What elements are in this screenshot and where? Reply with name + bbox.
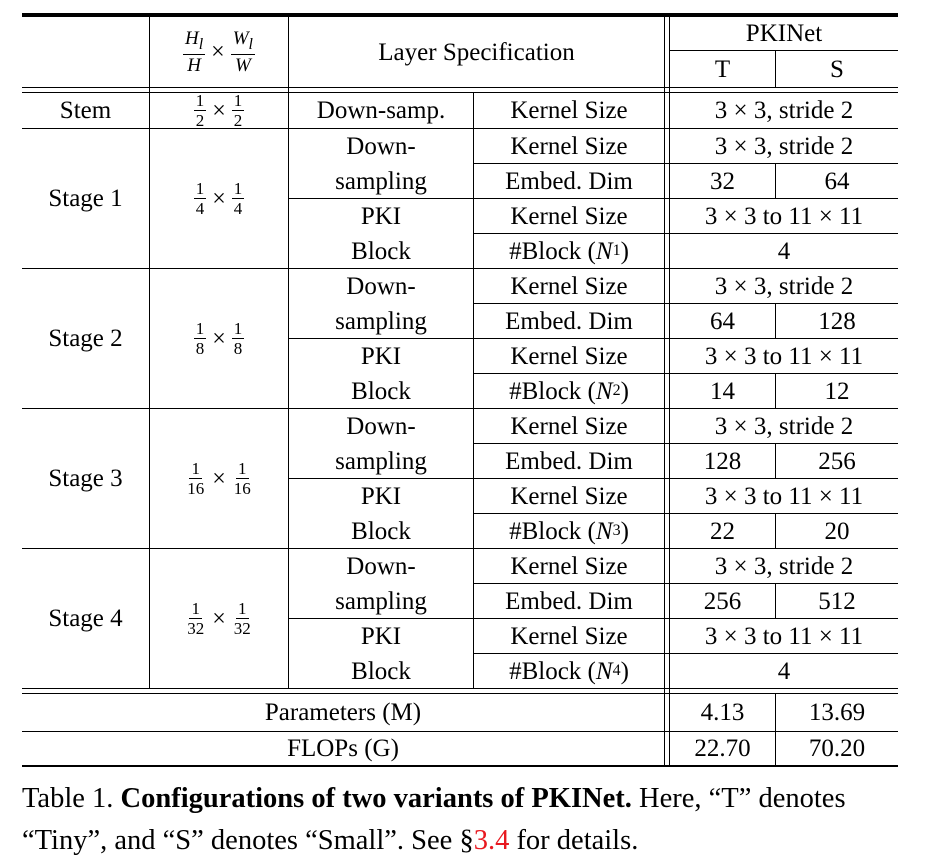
header-layer-spec: Layer Specification: [378, 38, 575, 66]
pki-line1: PKI: [360, 342, 402, 370]
block-label: #Block ( N 2 ): [509, 377, 629, 405]
ds-kernel-label: Kernel Size: [510, 272, 628, 300]
stem-ratio: $\frac{1}{2}$ × $\frac{1}{2}$: [195, 91, 243, 130]
stage-label: Stage 2: [48, 325, 123, 352]
downsampling-line1: Down-: [346, 272, 416, 300]
totals-rule-1: [22, 688, 898, 689]
stem-label: Stem: [59, 97, 112, 124]
embed-t: 128: [703, 447, 742, 475]
stage-ratio: $\frac{1}{16}$ × $\frac{1}{16}$: [187, 459, 251, 498]
flops-label: FLOPs (G): [287, 735, 399, 762]
ds-embed-label: Embed. Dim: [505, 587, 633, 615]
stem-layer: Down-samp.: [316, 97, 446, 124]
embed-t: 256: [703, 587, 742, 615]
block-label: #Block ( N 3 ): [509, 517, 629, 545]
pki-kernel-label: Kernel Size: [510, 482, 628, 510]
pki-line1: PKI: [360, 202, 402, 230]
downsampling-line2: sampling: [335, 447, 427, 475]
stage-label: Stage 3: [48, 465, 123, 492]
embed-t: 64: [710, 307, 735, 335]
downsampling-line1: Down-: [346, 552, 416, 580]
header-model: PKINet: [745, 20, 823, 47]
block-value: 4: [777, 657, 791, 685]
block-label: #Block ( N 4 ): [509, 657, 629, 685]
embed-s: 256: [818, 447, 856, 475]
stage-ratio: $\frac{1}{4}$ × $\frac{1}{4}$: [195, 179, 243, 218]
embed-s: 128: [818, 307, 856, 335]
block-label: #Block ( N 1 ): [509, 237, 629, 265]
pki-kernel-label: Kernel Size: [510, 342, 628, 370]
stem-spec: Kernel Size: [510, 97, 628, 124]
embed-s: 512: [818, 587, 856, 615]
pki-line2: Block: [351, 657, 411, 685]
block-t: 22: [710, 517, 735, 545]
embed-t: 32: [710, 167, 735, 195]
pki-kernel-value: 3 × 3 to 11 × 11: [704, 622, 864, 650]
stage-label: Stage 1: [48, 185, 123, 212]
caption-text-end: for details.: [509, 825, 639, 856]
caption-prefix: Table 1.: [22, 783, 121, 814]
header-variant-t: T: [714, 55, 731, 83]
header-rule-1: [22, 87, 898, 88]
ds-kernel-label: Kernel Size: [510, 552, 628, 580]
pki-line1: PKI: [360, 482, 402, 510]
header-variant-s: S: [830, 55, 844, 83]
ratio-w-fraction: $\frac{W_l}{W}$: [232, 28, 253, 76]
downsampling-line1: Down-: [346, 412, 416, 440]
section-sign: §: [459, 825, 474, 856]
embed-s: 64: [824, 167, 850, 195]
ratio-h-fraction: $\frac{H_l}{H}$: [184, 28, 204, 76]
block-t: 14: [710, 377, 735, 405]
ds-kernel-label: Kernel Size: [510, 132, 628, 160]
pki-line2: Block: [351, 517, 411, 545]
pki-kernel-label: Kernel Size: [510, 622, 628, 650]
downsampling-line1: Down-: [346, 132, 416, 160]
ds-kernel-value: 3 × 3, stride 2: [714, 132, 854, 160]
params-t: 4.13: [700, 699, 745, 726]
bottom-rule: [22, 765, 898, 767]
pki-kernel-value: 3 × 3 to 11 × 11: [704, 482, 864, 510]
ds-kernel-value: 3 × 3, stride 2: [714, 272, 854, 300]
flops-s: 70.20: [808, 735, 866, 762]
downsampling-line2: sampling: [335, 167, 427, 195]
ds-embed-label: Embed. Dim: [505, 447, 633, 475]
times-symbol: ×: [211, 39, 225, 65]
downsampling-line2: sampling: [335, 307, 427, 335]
params-label: Parameters (M): [264, 699, 422, 726]
pki-line2: Block: [351, 377, 411, 405]
section-ref-link[interactable]: 3.4: [473, 825, 510, 856]
header-ratio: [150, 17, 288, 87]
ds-kernel-value: 3 × 3, stride 2: [714, 552, 854, 580]
pki-line2: Block: [351, 237, 411, 265]
pki-kernel-label: Kernel Size: [510, 202, 628, 230]
stem-value: 3 × 3, stride 2: [714, 97, 854, 124]
double-rule-a: [664, 17, 665, 765]
pki-kernel-value: 3 × 3 to 11 × 11: [704, 202, 864, 230]
block-value: 4: [777, 237, 791, 265]
stage-ratio: $\frac{1}{32}$ × $\frac{1}{32}$: [187, 599, 251, 638]
ds-kernel-value: 3 × 3, stride 2: [714, 412, 854, 440]
stage-label: Stage 4: [48, 605, 123, 632]
ds-embed-label: Embed. Dim: [505, 167, 633, 195]
pki-kernel-value: 3 × 3 to 11 × 11: [704, 342, 864, 370]
params-s: 13.69: [808, 699, 866, 726]
block-s: 20: [824, 517, 850, 545]
caption-bold: Configurations of two variants of PKINet.: [120, 783, 632, 814]
ds-embed-label: Embed. Dim: [505, 307, 633, 335]
downsampling-line2: sampling: [335, 587, 427, 615]
caption-text: Here, “T” denotes “Tiny”, and “S” denotes “Small”. See: [22, 783, 846, 856]
block-s: 12: [824, 377, 850, 405]
ds-kernel-label: Kernel Size: [510, 412, 628, 440]
pki-line1: PKI: [360, 622, 402, 650]
flops-t: 22.70: [694, 735, 751, 762]
stage-ratio: $\frac{1}{8}$ × $\frac{1}{8}$: [195, 319, 243, 358]
table-caption: [22, 778, 912, 862]
